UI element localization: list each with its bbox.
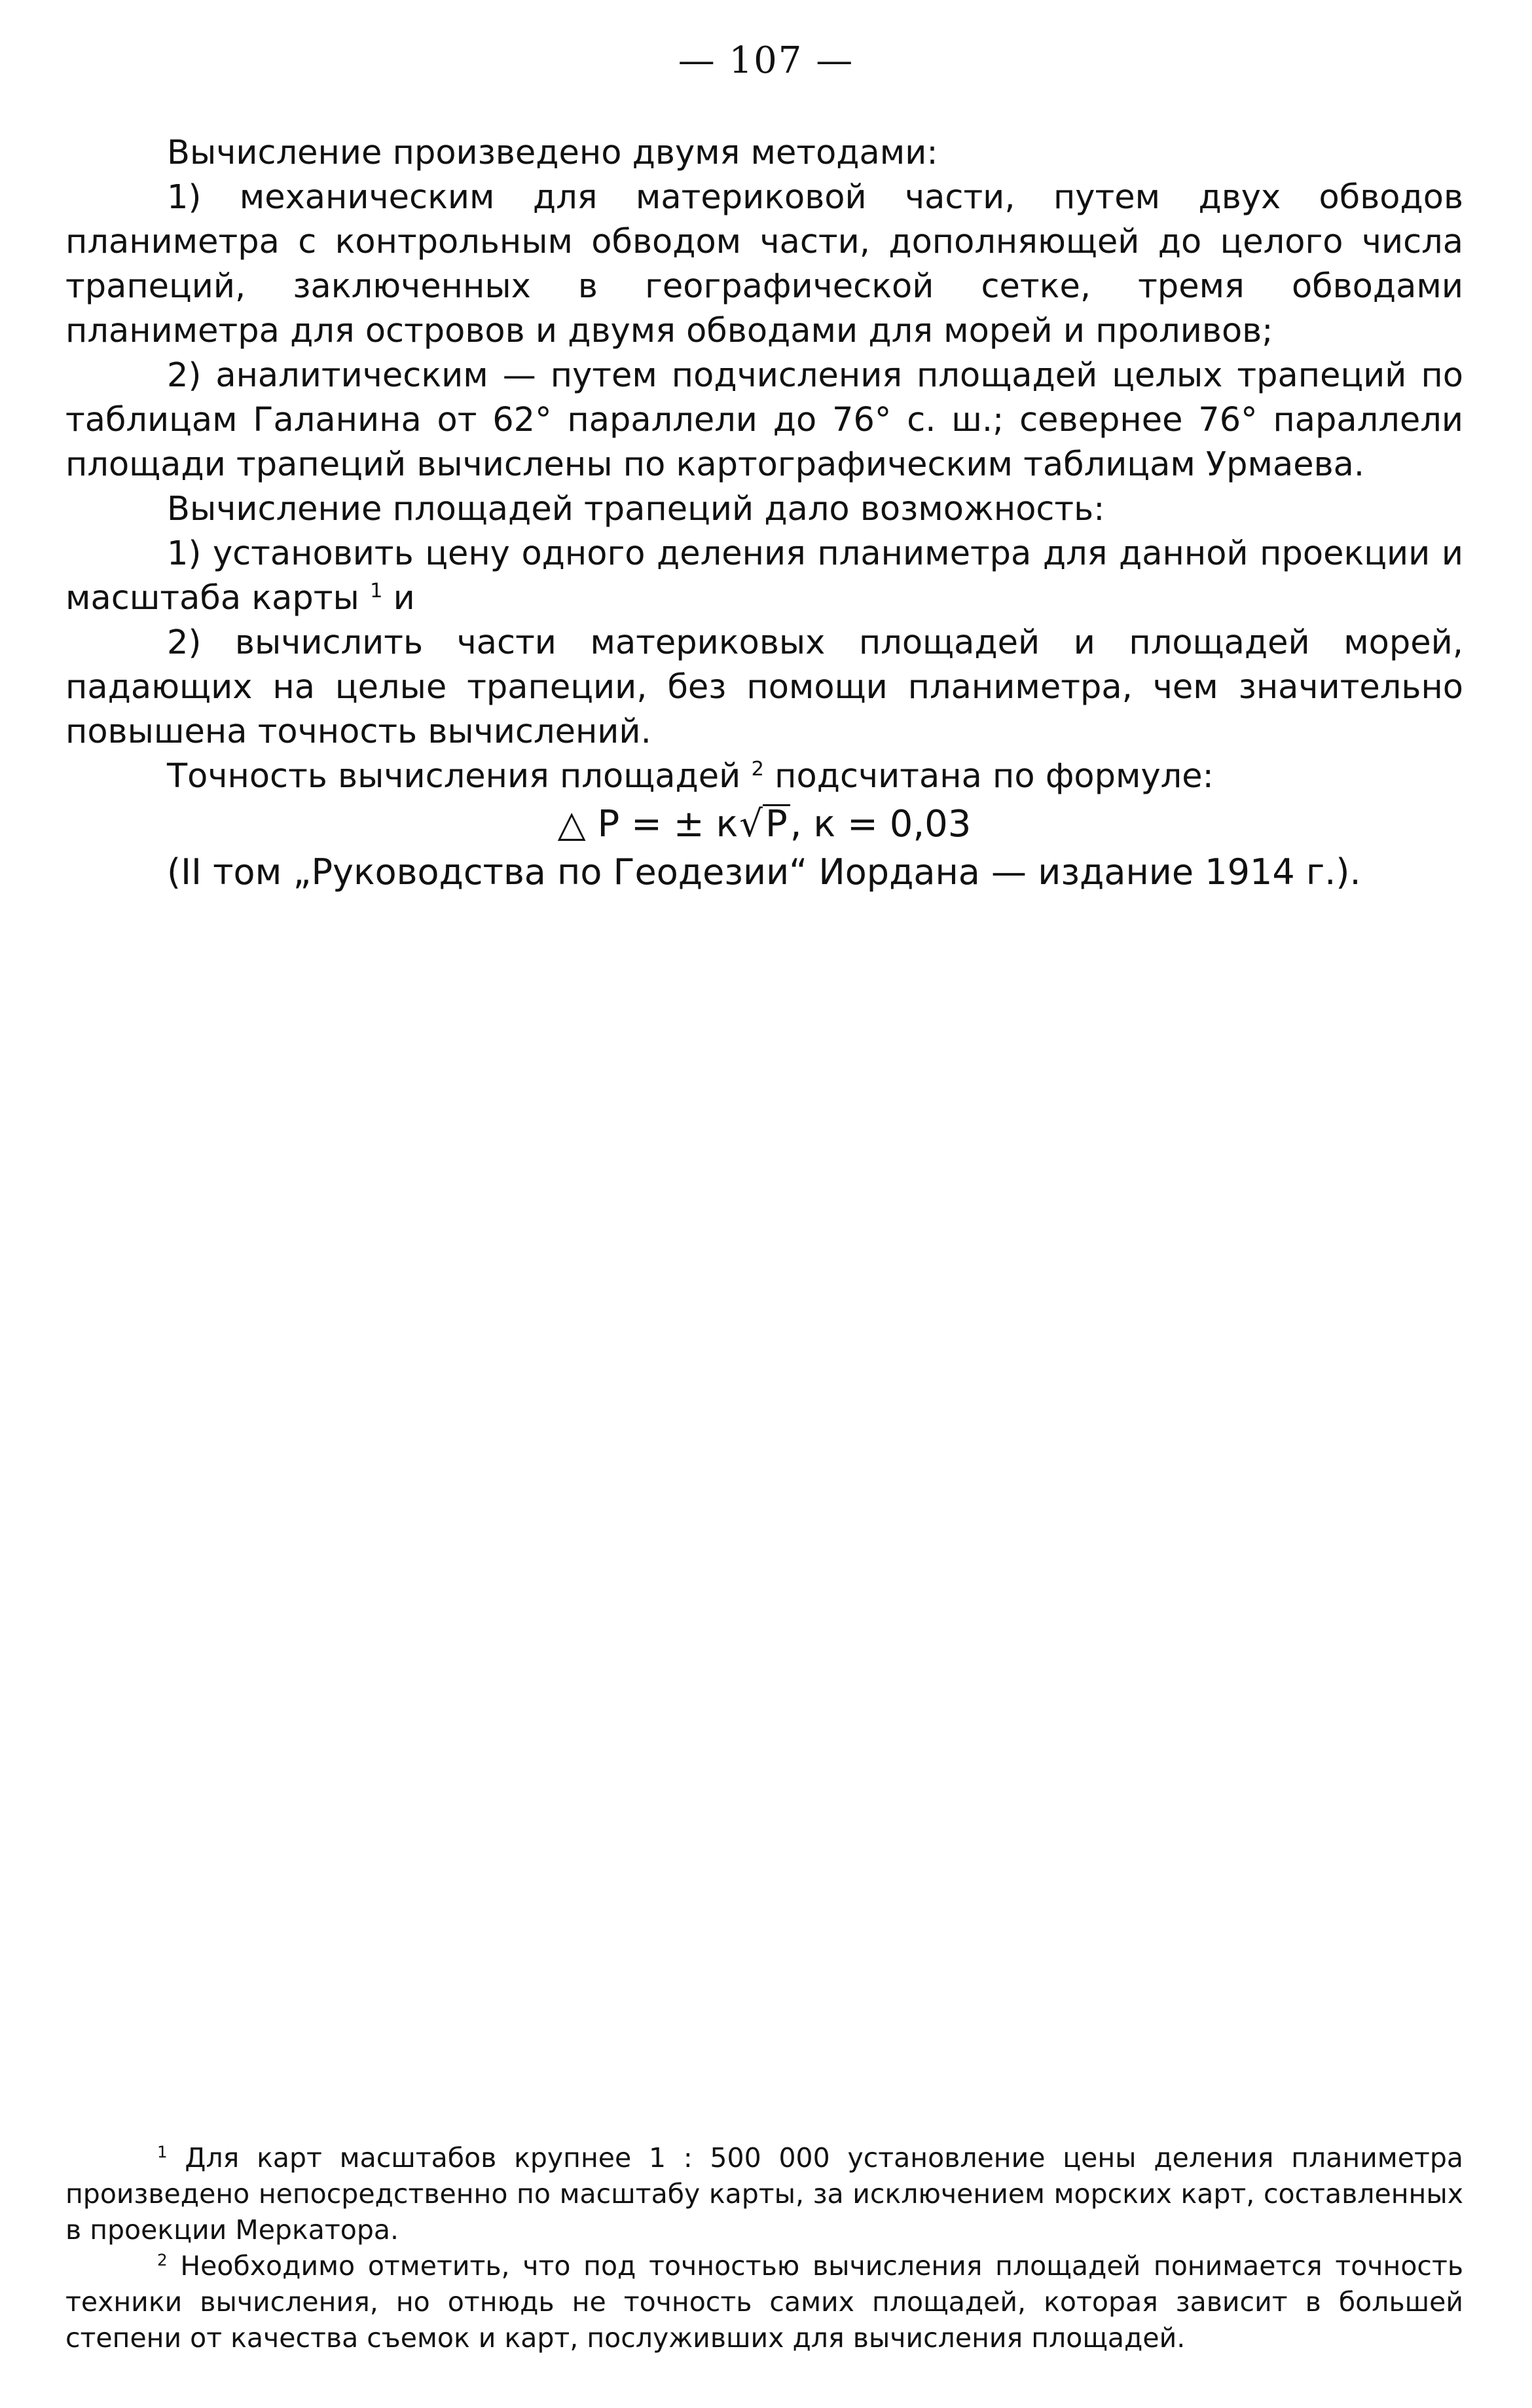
- formula-radicand: P: [763, 804, 790, 843]
- paragraph-possibility-1-text: 1) установить цену одного деления планиметра для данной проекции и масштаба карты: [65, 534, 1463, 618]
- main-text: [65, 131, 1463, 896]
- paragraph-possibility-1: [65, 532, 1463, 621]
- page-number: — 107 —: [678, 39, 854, 82]
- paragraph-possibilities-intro: Вычисление площадей трапеций дало возможность:: [167, 490, 1105, 528]
- paragraph-analytical-method: 2) аналитическим — путем подчисления площадей целых трапеций по таблицам Галанина от 62° параллели до 76° с. ш.; севернее 76° параллели площади трапеций вычислены по картографическим таблицам Урмаева.: [65, 356, 1463, 484]
- paragraph-mechanical-method: 1) механическим для материковой части, путем двух обводов планиметра с контрольным обводом части, дополняющей до целого числа трапеций, заключенных в географической сетке, тремя обводами планиметра для островов и двумя обводами для морей и проливов;: [65, 178, 1463, 350]
- paragraph-possibility-1-tail: и: [382, 579, 415, 618]
- formula-left: △ P = ± к: [557, 803, 739, 845]
- paragraph-accuracy-tail: подсчитана по формуле:: [763, 757, 1214, 796]
- paragraph-accuracy-text: Точность вычисления площадей: [167, 757, 741, 796]
- formula-right: , к = 0,03: [790, 803, 972, 845]
- footnote-2: [65, 2248, 1463, 2356]
- source-reference: (II том „Руководства по Геодезии“ Иордана — издание 1914 г.).: [167, 851, 1361, 893]
- paragraph-accuracy: [65, 754, 1463, 799]
- footnotes: [65, 2140, 1463, 2356]
- paragraph-methods-intro: Вычисление произведено двумя методами:: [167, 134, 938, 172]
- footnote-1: [65, 2140, 1463, 2248]
- accuracy-formula: [65, 800, 1463, 849]
- footnote-ref-1: 1: [369, 580, 383, 602]
- footnote-2-text: Необходимо отметить, что под точностью вычисления площадей понимается точность техники вычисления, но отнюдь не точность самих площадей, которая зависит в большей степени от качества съемок и карт, послуживших для вычисления площадей.: [65, 2250, 1463, 2354]
- footnote-2-mark: 2: [157, 2250, 168, 2270]
- footnote-ref-2: 2: [751, 758, 764, 781]
- formula-sqrt-sign: √: [739, 803, 763, 845]
- paragraph-possibility-2: 2) вычислить части материковых площадей и площадей морей, падающих на целые трапеции, без помощи планиметра, чем значительно повышена точность вычислений.: [65, 623, 1463, 751]
- footnote-1-text: Для карт масштабов крупнее 1 : 500 000 установление цены деления планиметра произведено непосредственно по масштабу карты, за исключением морских карт, составленных в проекции Меркатора.: [65, 2142, 1463, 2246]
- footnote-1-mark: 1: [157, 2142, 168, 2162]
